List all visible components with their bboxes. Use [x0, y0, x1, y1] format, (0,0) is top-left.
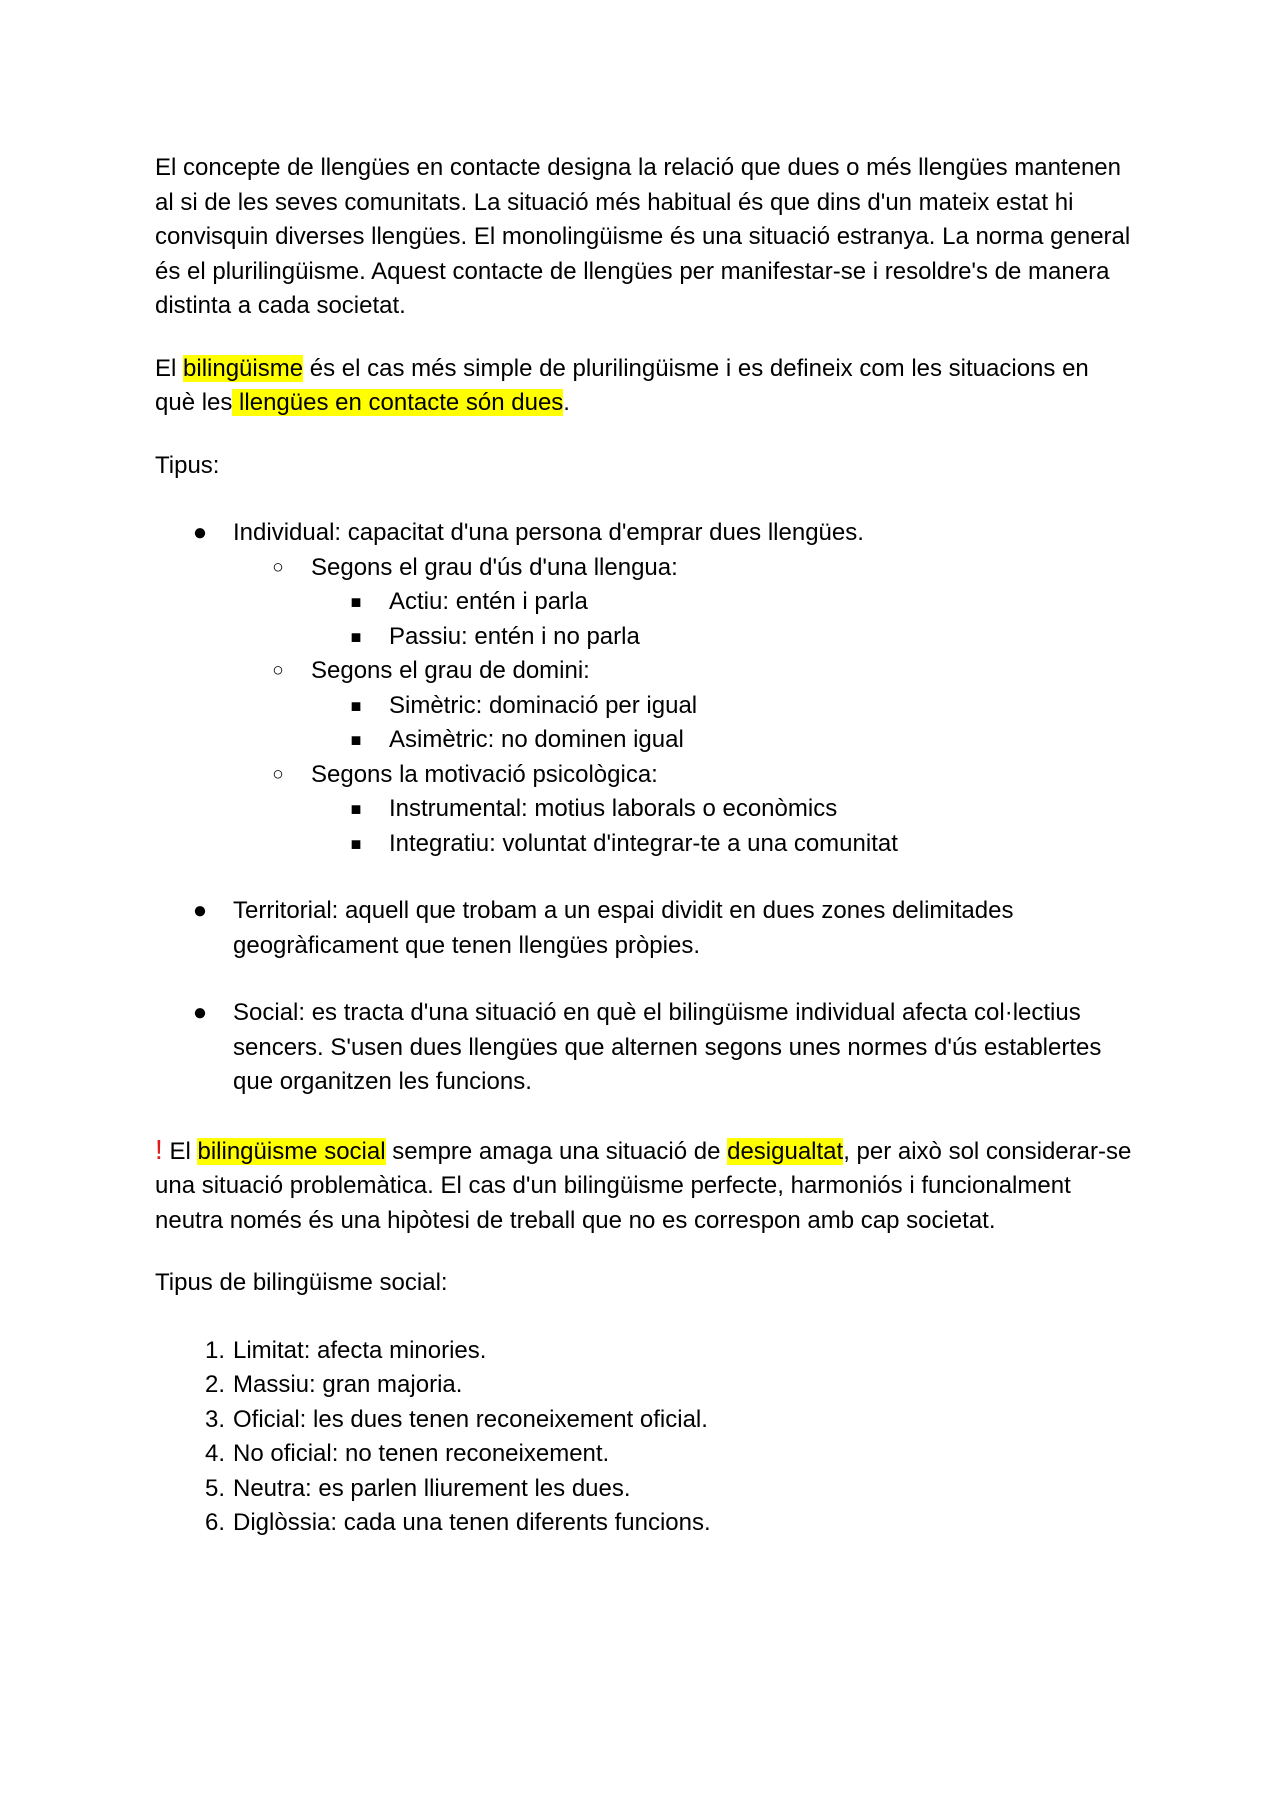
list-item-text: Instrumental: motius laborals o econòmics [389, 795, 838, 822]
intro-paragraph: El concepte de llengües en contacte designa la relació que dues o més llengües mantenen al si de les seves comunitats. La situació més habitual és que dins d'un mateix estat hi convisquin diverses llengües. El monolingüisme és una situació estranya. La norma general és el plurilingüisme. Aquest contacte de llengües per manifestar-se i resoldre's de manera distinta a cada societat. [155, 154, 1131, 319]
social-types-list [155, 1334, 1135, 1541]
list-item-asymmetric [155, 723, 1135, 758]
square-bullet-icon: ■ [350, 799, 362, 819]
list-item-text: No oficial: no tenen reconeixement. [233, 1440, 610, 1467]
exclamation-icon: ! [155, 1133, 163, 1165]
list-item-text: Diglòssia: cada una tenen diferents funcions. [233, 1509, 711, 1536]
definition-prefix: El [155, 354, 184, 382]
list-item-text: Oficial: les dues tenen reconeixement oficial. [233, 1405, 708, 1433]
list-item-text: Territorial: aquell que trobam a un espai dividit en dues zones delimitades geogràficament que tenen llengües pròpies. [233, 897, 1014, 959]
list-number: 2. [204, 1371, 225, 1398]
list-number: 3. [204, 1405, 225, 1433]
list-item-territorial [155, 894, 1135, 963]
document-page [155, 151, 1135, 1541]
list-item-text: Integratiu: voluntat d'integrar-te a una comunitat [389, 829, 898, 857]
list-item-text: Passiu: entén i no parla [389, 622, 640, 650]
list-item [155, 1368, 1135, 1403]
list-item-text: Asimètric: no dominen igual [389, 726, 684, 753]
warning-middle: sempre amaga una situació de [385, 1137, 728, 1165]
social-types-heading: Tipus de bilingüisme social: [155, 1269, 448, 1296]
warning-paragraph [155, 1133, 1135, 1239]
list-item-instrumental [155, 792, 1135, 827]
hollow-circle-bullet-icon: ○ [272, 763, 284, 785]
hollow-circle-bullet-icon: ○ [272, 556, 284, 578]
bilingualism-definition [155, 352, 1135, 421]
warning-prefix: El [162, 1137, 198, 1165]
list-item-symmetric [155, 689, 1135, 724]
list-number: 1. [204, 1336, 225, 1364]
list-item-text: Limitat: afecta minories. [233, 1336, 487, 1364]
list-item-text: Social: es tracta d'una situació en què el bilingüisme individual afecta col·lectius sencers. S'usen dues llengües que alternen segons unes normes d'ús establertes que organitzen les funcions. [233, 999, 1102, 1095]
list-number: 5. [204, 1474, 225, 1502]
highlight-desigualtat: desigualtat [727, 1137, 844, 1165]
list-item-text: Simètric: dominació per igual [389, 691, 698, 719]
list-item [155, 1403, 1135, 1438]
list-item-integrative [155, 827, 1135, 862]
list-item-text: Segons el grau de domini: [311, 657, 590, 684]
list-item-social [155, 996, 1135, 1100]
square-bullet-icon: ■ [350, 626, 362, 647]
square-bullet-icon: ■ [350, 592, 362, 612]
list-item-text: Individual: capacitat d'una persona d'emprar dues llengües. [233, 519, 864, 546]
list-item-text: Actiu: entén i parla [389, 588, 588, 615]
list-item-mastery-degree [155, 654, 1135, 689]
square-bullet-icon: ■ [350, 833, 362, 854]
highlight-llengues-contacte: llengües en contacte són dues [232, 389, 564, 416]
list-item [155, 1437, 1135, 1472]
list-item [155, 1472, 1135, 1507]
list-item-text: Neutra: es parlen lliurement les dues. [233, 1474, 631, 1502]
list-item-active [155, 585, 1135, 620]
types-heading: Tipus: [155, 451, 220, 479]
filled-circle-bullet-icon: ● [192, 897, 208, 924]
square-bullet-icon: ■ [350, 695, 362, 716]
hollow-circle-bullet-icon: ○ [272, 660, 284, 681]
filled-circle-bullet-icon: ● [192, 519, 208, 546]
list-item-individual [155, 516, 1135, 551]
square-bullet-icon: ■ [350, 730, 362, 750]
list-number: 6. [204, 1509, 225, 1536]
list-number: 4. [204, 1440, 225, 1467]
list-item-text: Massiu: gran majoria. [233, 1371, 463, 1398]
warning-rest: , per això sol considerar-se una situació problemàtica. El cas d'un bilingüisme perfecte, harmoniós i funcionalment neutra només és una hipòtesi de treball que no es correspon amb cap societat. [155, 1137, 1132, 1234]
list-item-text: Segons el grau d'ús d'una llengua: [311, 553, 678, 581]
list-item [155, 1334, 1135, 1369]
highlight-bilinguisme-social: bilingüisme social [197, 1137, 386, 1165]
definition-middle: és el cas més simple de plurilingüisme i es defineix com les situacions en què les [155, 354, 1089, 416]
list-item-use-degree [155, 551, 1135, 586]
list-item-motivation [155, 758, 1135, 793]
list-item-text: Segons la motivació psicològica: [311, 760, 658, 788]
highlight-bilinguisme: bilingüisme [183, 354, 304, 382]
list-item [155, 1506, 1135, 1541]
types-list [155, 516, 1135, 1100]
list-item-passive [155, 620, 1135, 655]
definition-suffix: . [563, 389, 570, 416]
filled-circle-bullet-icon: ● [192, 999, 208, 1026]
